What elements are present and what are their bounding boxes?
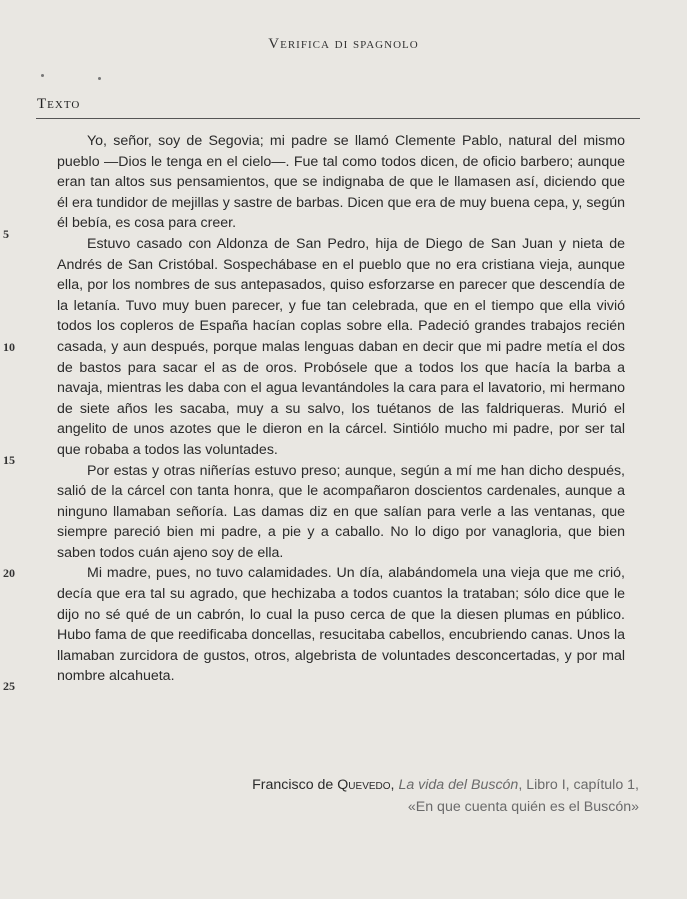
work-title: La vida del Buscón (398, 777, 519, 793)
source-citation (252, 774, 639, 818)
line-number: 10 (3, 340, 15, 354)
speck-mark (98, 77, 101, 80)
chapter-title: «En que cuenta quién es el Buscón» (407, 799, 639, 815)
line-number: 15 (3, 453, 15, 467)
paragraph: Estuvo casado con Aldonza de San Pedro, hija de Diego de San Juan y nieta de Andrés de San Cristóbal. Sospechábase en el pueblo que no era cristiana vieja, aunque ella, por los nombres de sus antepasados, quiso esforzarse en parecer que descendía de la letanía. Tuvo muy buen parecer, y fue tan celebrada, que en el tiempo que ella vivió todos los copleros de España hacían coplas sobre ella. Padeció grandes trabajos recién casada, y aun después, porque malas lenguas daban en decir que mi padre metía el dos de bastos para sacar el as de oros. Probósele que a todos los que hacía la barba a navaja, mientras les daba con el agua levantándoles la cara para el lavatorio, mi hermano de siete años les sacaba, muy a su salvo, los tuétanos de las faldriqueras. Murió el angelito de unos azotes que le dieron en la cárcel. Sintiólo mucho mi padre, por ser tal que robaba a todos las voluntades. (57, 235, 625, 458)
line-number: 20 (3, 566, 15, 580)
paragraph: Yo, señor, soy de Segovia; mi padre se llamó Clemente Pablo, natural del mismo pueblo —Dios le tenga en el cielo—. Fue tal como todos dicen, de oficio barbero; aunque eran tan altos sus pensamientos, que se indignaba de que le llamasen así, diciendo que él era tundidor de mejillas y sastre de barbas. Dicen que era de muy buena cepa, y, según él bebía, es cosa para creer. (57, 133, 625, 232)
paragraph: Por estas y otras niñerías estuvo preso; aunque, según a mí me han dicho después, salió de la cárcel con tanta honra, que le acompañaron doscientos cardenales, aunque a ninguno llamaban señoría. Las damas diz en que salían para verle a las ventanas, que siempre pareció bien mi padre, a pie y a caballo. No lo digo por vanagloria, que bien saben todos cuán ajeno soy de ella. (57, 462, 625, 561)
section-divider (36, 118, 640, 119)
line-number: 5 (3, 227, 9, 241)
passage-text (57, 131, 625, 687)
paragraph: Mi madre, pues, no tuvo calamidades. Un día, alabándomela una vieja que me crió, decía que era tal su agrado, que hechizaba a todos cuantos la trataban; sólo dice que le dijo no sé qué de un cabrón, lo cual la puso cerca de que la diesen plumas en público. Hubo fama de que reedificaba doncellas, resucitaba cabellos, encubriendo canas. Unos la llamaban zurcidora de gustos, otros, algebrista de voluntades desconcertadas, y por mal nombre alcahueta. (57, 565, 625, 685)
speck-mark (41, 74, 44, 77)
author-first-name: Francisco de (252, 777, 334, 793)
work-location: , Libro I, capítulo 1, (518, 777, 639, 793)
line-number: 25 (3, 679, 15, 693)
page-title: Verifica di spagnolo (268, 36, 419, 52)
citation-line: Francisco de Quevedo, La vida del Buscón, Libro I, capítulo 1, (252, 777, 639, 793)
author-last-name: Quevedo (337, 777, 391, 793)
section-label: Texto (37, 96, 81, 112)
